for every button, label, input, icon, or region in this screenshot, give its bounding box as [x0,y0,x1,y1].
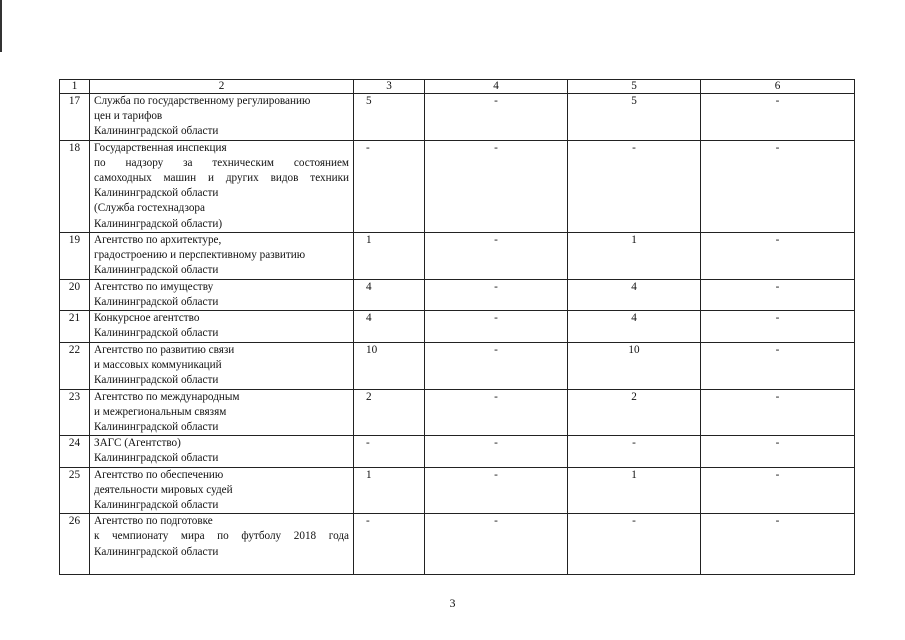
value-cell-c4: - [425,467,568,514]
row-number-cell: 18 [60,140,90,232]
value-cell-c3: 4 [354,279,425,310]
scan-edge-mark [0,0,2,52]
value-cell-c3: 2 [354,389,425,436]
agency-name-line: по надзору за техническим состоянием [94,156,349,169]
row-number-cell: 22 [60,342,90,389]
value-cell-c6: - [701,436,855,467]
table-row [60,436,855,467]
agency-name-cell [90,436,354,467]
table-row [60,232,855,279]
value-cell-c6: - [701,232,855,279]
value-cell-c3: 4 [354,311,425,342]
value-cell-c4: - [425,342,568,389]
value-cell-c3: 10 [354,342,425,389]
agency-name-line: Агентство по имуществу [94,280,214,293]
agency-name-line: Агентство по международным [94,390,240,403]
value-cell-c6: - [701,342,855,389]
agency-name-line: Калининградской области [94,327,219,340]
agency-name-line: Калининградской области [94,421,219,434]
value-cell-c3: 1 [354,467,425,514]
agency-name-line: Агентство по развитию связи [94,343,235,356]
value-cell-c5: 2 [568,389,701,436]
agency-name-line: Калининградской области [94,452,219,465]
agency-name-cell [90,232,354,279]
table-row [60,279,855,310]
table-row [60,389,855,436]
value-cell-c4: - [425,232,568,279]
agency-name-line: Калининградской области [94,187,219,200]
agency-name-line: Калининградской области [94,125,219,138]
agency-name-line: деятельности мировых судей [94,483,233,496]
value-cell-c6: - [701,279,855,310]
agency-name-line: Агентство по архитектуре, [94,233,222,246]
agency-name-line: Агентство по обеспечению [94,468,224,481]
value-cell-c3: - [354,514,425,575]
value-cell-c5: - [568,436,701,467]
agency-name-line: Служба по государственному регулированию [94,95,311,107]
value-cell-c6: - [701,389,855,436]
agency-name-line: Калининградской области [94,499,219,512]
table-row [60,94,855,141]
header-cell: 1 [60,80,90,94]
agency-name-line: ЗАГС (Агентство) [94,437,181,450]
page-number: 3 [449,596,456,610]
agency-name-line: цен и тарифов [94,110,163,123]
staff-table [59,79,855,575]
agency-name-cell [90,279,354,310]
row-number-cell: 26 [60,514,90,575]
row-number-cell: 20 [60,279,90,310]
value-cell-c5: 4 [568,311,701,342]
header-cell: 2 [90,80,354,94]
row-number-cell: 24 [60,436,90,467]
agency-name-line: и массовых коммуникаций [94,358,222,371]
agency-name-cell [90,311,354,342]
agency-name-line: градостроению и перспективному развитию [94,249,306,262]
value-cell-c3: - [354,140,425,232]
agency-name-line: Государственная инспекция [94,141,227,154]
value-cell-c4: - [425,94,568,141]
agency-name-line: (Служба гостехнадзора [94,202,205,215]
value-cell-c6: - [701,467,855,514]
agency-name-line: Калининградской области [94,545,219,558]
table-header-row [60,80,855,94]
value-cell-c5: 10 [568,342,701,389]
agency-name-line: самоходных машин и других видов техники [94,172,349,185]
table-row [60,514,855,575]
agency-name-line: Агентство по подготовке [94,515,213,528]
table-row [60,342,855,389]
value-cell-c4: - [425,389,568,436]
value-cell-c6: - [701,94,855,141]
row-number-cell: 21 [60,311,90,342]
header-cell: 6 [701,80,855,94]
agency-name-cell [90,389,354,436]
agency-name-line: к чемпионату мира по футболу 2018 года [94,530,349,543]
value-cell-c5: 4 [568,279,701,310]
agency-name-cell [90,94,354,141]
agency-name-line: Калининградской области [94,296,219,309]
value-cell-c5: - [568,514,701,575]
table-row [60,311,855,342]
value-cell-c6: - [701,140,855,232]
value-cell-c3: - [354,436,425,467]
table-row [60,140,855,232]
agency-name-cell [90,342,354,389]
value-cell-c4: - [425,311,568,342]
value-cell-c4: - [425,140,568,232]
agency-name-line: Калининградской области [94,264,219,277]
agency-name-line: Калининградской области [94,374,219,387]
value-cell-c5: 5 [568,94,701,141]
value-cell-c5: 1 [568,232,701,279]
header-cell: 5 [568,80,701,94]
value-cell-c6: - [701,311,855,342]
value-cell-c6: - [701,514,855,575]
row-number-cell: 25 [60,467,90,514]
agency-name-line: Конкурсное агентство [94,312,200,325]
header-cell: 4 [425,80,568,94]
agency-name-line: Калининградской области) [94,217,223,230]
header-cell: 3 [354,80,425,94]
row-number-cell: 17 [60,94,90,141]
row-number-cell: 23 [60,389,90,436]
agency-name-cell [90,467,354,514]
value-cell-c4: - [425,436,568,467]
agency-name-cell [90,140,354,232]
value-cell-c5: - [568,140,701,232]
agency-name-line: и межрегиональным связям [94,405,227,418]
agency-name-cell [90,514,354,575]
value-cell-c3: 5 [354,94,425,141]
row-number-cell: 19 [60,232,90,279]
value-cell-c4: - [425,514,568,575]
table-row [60,467,855,514]
value-cell-c3: 1 [354,232,425,279]
value-cell-c4: - [425,279,568,310]
value-cell-c5: 1 [568,467,701,514]
